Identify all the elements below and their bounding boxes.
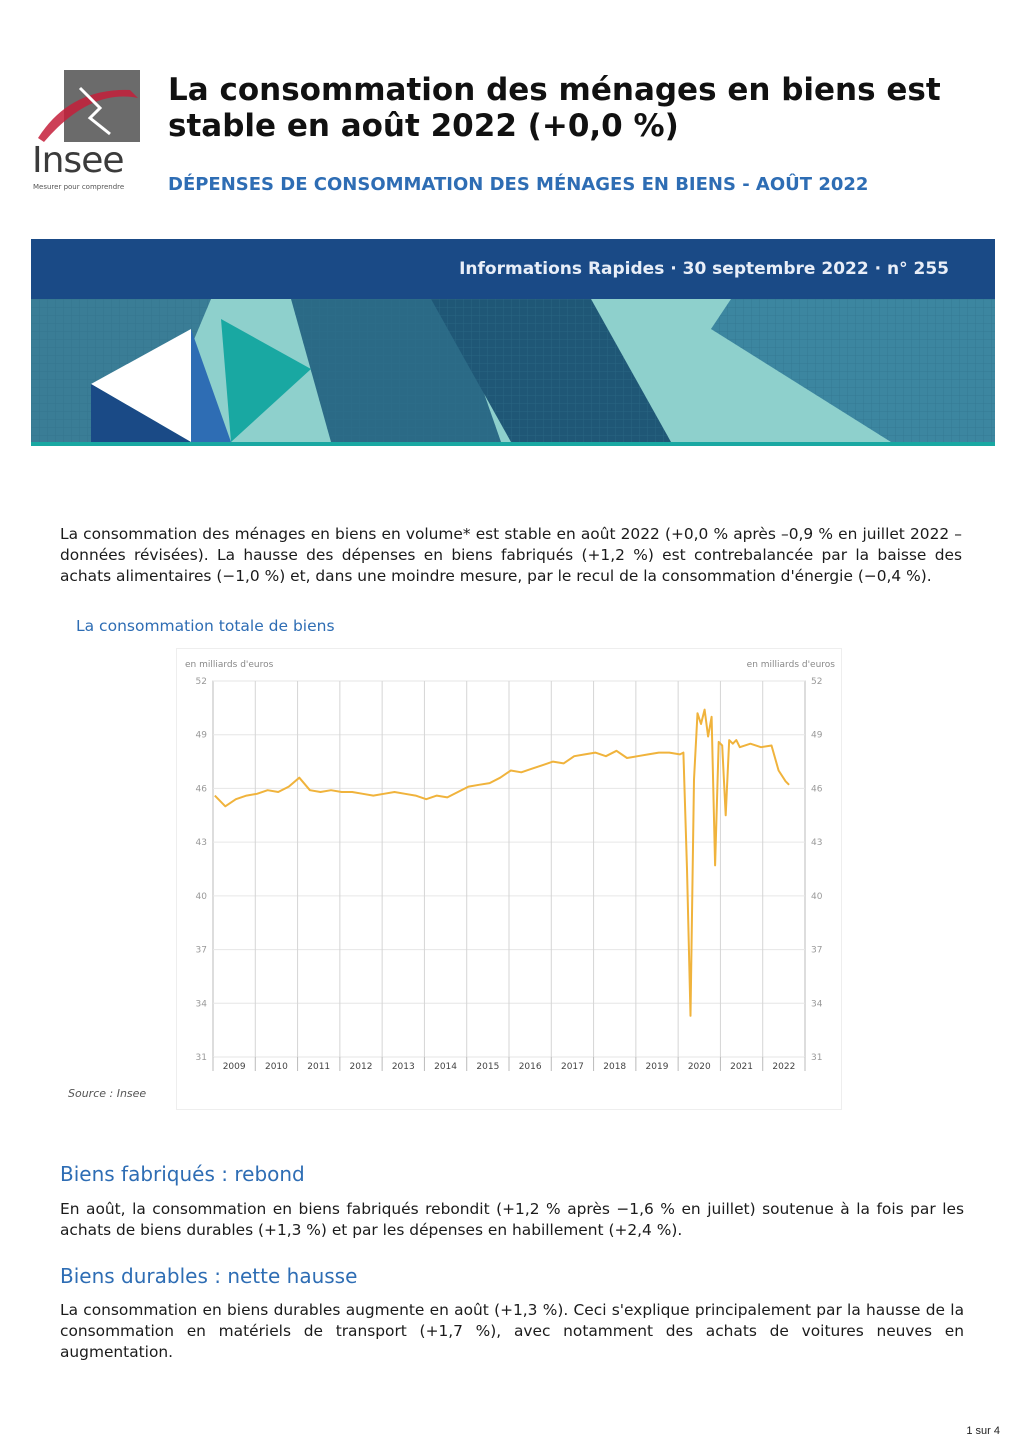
- y-tick-label-left: 40: [195, 891, 207, 902]
- x-tick-label: 2019: [645, 1062, 669, 1072]
- chart-series: [215, 710, 789, 1016]
- y-tick-label-right: 31: [811, 1053, 823, 1063]
- y-axis-label-left: en milliards d'euros: [185, 660, 274, 670]
- page-title: La consommation des ménages en biens est stable en août 2022 (+0,0 %): [168, 72, 941, 144]
- x-tick-label: 2018: [603, 1062, 627, 1072]
- y-tick-label-right: 49: [811, 730, 823, 741]
- page-subtitle: DÉPENSES DE CONSOMMATION DES MÉNAGES EN BIENS - AOÛT 2022: [168, 174, 869, 195]
- section-text-biens-durables: La consommation en biens durables augmente en août (+1,3 %). Ceci s'explique principalement par la hausse de la consommation en matériels de transport (+1,7 %), avec notamment des achats de voitures neuves en augmentation.: [60, 1301, 964, 1361]
- banner-illustration: [31, 299, 995, 442]
- section-heading-biens-fabriques: Biens fabriqués : rebond: [60, 1162, 305, 1186]
- intro-paragraph: La consommation des ménages en biens en volume* est stable en août 2022 (+0,0 % après –0,9 % en juillet 2022 – données révisées). La hausse des dépenses en biens fabriqués (+1,2 %) est contrebalancée par la baisse des achats alimentaires (−1,0 %) et, dans une moindre mesure, par le recul de la consommation d'énergie (−0,4 %).: [60, 525, 962, 585]
- y-tick-label-left: 34: [195, 999, 207, 1010]
- y-tick-label-left: 31: [195, 1053, 207, 1063]
- series-line-consommation: [215, 710, 789, 1016]
- y-tick-label-left: 37: [195, 945, 207, 956]
- section-heading-biens-durables: Biens durables : nette hausse: [60, 1264, 358, 1288]
- x-tick-label: 2011: [307, 1062, 331, 1072]
- y-tick-label-left: 46: [195, 784, 207, 795]
- x-tick-label: 2014: [434, 1062, 458, 1072]
- x-tick-label: 2017: [560, 1062, 584, 1072]
- y-tick-label-right: 34: [811, 999, 823, 1010]
- y-tick-label-right: 46: [811, 784, 823, 795]
- y-ticks-left: [196, 677, 208, 1063]
- chart-source: Source : Insee: [68, 1087, 147, 1100]
- x-tick-label: 2010: [264, 1062, 288, 1072]
- x-tick-label: 2016: [518, 1062, 542, 1072]
- x-tick-label: 2009: [222, 1062, 246, 1072]
- x-tick-label: 2015: [476, 1062, 500, 1072]
- publication-info: Informations Rapides · 30 septembre 2022 · n° 255: [459, 259, 949, 279]
- logo-wordmark: Insee: [32, 140, 124, 181]
- y-tick-label-left: 52: [195, 677, 207, 687]
- x-tick-label: 2020: [687, 1062, 711, 1072]
- banner-image: [31, 299, 995, 442]
- x-tick-label: 2013: [391, 1062, 415, 1072]
- page-number: 1 sur 4: [966, 1425, 1000, 1437]
- logo-tagline: Mesurer pour comprendre: [33, 183, 125, 191]
- chart-container: [176, 648, 842, 1110]
- y-ticks-right: [811, 677, 823, 1063]
- x-ticks: [213, 1057, 805, 1072]
- publication-banner: [31, 239, 995, 299]
- chart-title: La consommation totale de biens: [76, 617, 335, 635]
- y-tick-label-left: 49: [195, 730, 207, 741]
- y-tick-label-right: 40: [811, 891, 823, 902]
- banner-accent-line: [31, 442, 995, 446]
- section-text-biens-fabriques: En août, la consommation en biens fabriqués rebondit (+1,2 % après −1,6 % en juillet) soutenue à la fois par les achats de biens durables (+1,3 %) et par les dépenses en habillement (+2,4 %).: [60, 1200, 964, 1239]
- chart-grid: [213, 681, 805, 1057]
- x-tick-label: 2012: [349, 1062, 373, 1072]
- y-tick-label-right: 37: [811, 945, 823, 956]
- x-tick-label: 2021: [730, 1062, 754, 1072]
- y-tick-label-right: 52: [811, 677, 823, 687]
- y-tick-label-right: 43: [811, 838, 823, 849]
- y-axis-label-right: en milliards d'euros: [746, 660, 835, 670]
- x-tick-label: 2022: [772, 1062, 796, 1072]
- consumption-chart: [177, 649, 841, 1109]
- y-tick-label-left: 43: [195, 838, 207, 849]
